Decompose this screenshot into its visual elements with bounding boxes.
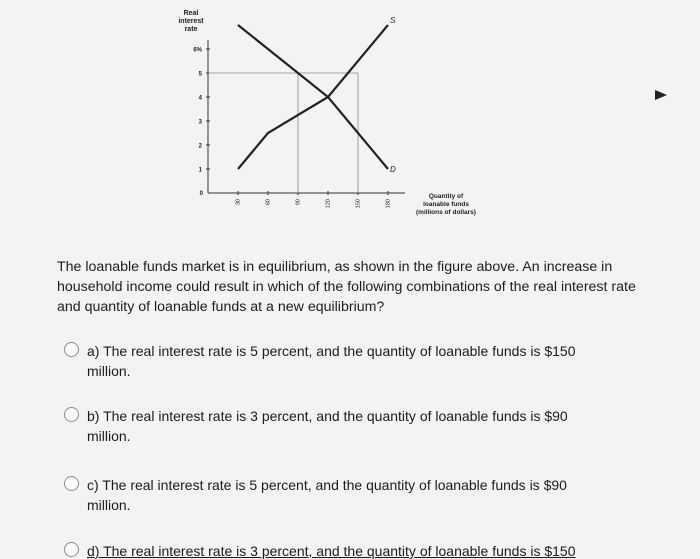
option-d[interactable] — [64, 541, 624, 559]
option-d-radio[interactable] — [64, 542, 79, 557]
y-tick-label: 1 — [198, 167, 202, 174]
loanable-funds-graph — [150, 0, 480, 225]
option-d-label: d) The real interest rate is 3 percent, and the quantity of loanable funds is $150 — [87, 543, 576, 559]
option-c-radio[interactable] — [64, 476, 79, 491]
guide-lines — [208, 73, 358, 193]
y-axis-label-line-1: Real — [183, 10, 199, 17]
y-tick-label: 4 — [198, 95, 202, 102]
y-axis-label-line-3: rate — [184, 26, 198, 33]
option-a-radio[interactable] — [64, 342, 79, 357]
curves — [238, 25, 388, 169]
x-tick-label: 30 — [235, 199, 242, 206]
x-ticks — [235, 191, 391, 208]
y-axis-label-line-2: interest — [178, 18, 204, 25]
y-tick-label: 2 — [198, 143, 202, 150]
supply-curve — [238, 25, 388, 169]
supply-curve-label: S — [390, 16, 396, 25]
x-tick-label: 60 — [265, 199, 272, 206]
demand-curve — [238, 25, 388, 169]
y-tick-label: 5 — [198, 71, 202, 78]
x-axis-label — [416, 193, 476, 216]
option-c[interactable] — [64, 475, 624, 515]
x-axis-label-line-2: loanable funds — [423, 201, 469, 208]
demand-curve-label: D — [390, 165, 396, 174]
option-a[interactable] — [64, 341, 624, 381]
option-b[interactable] — [64, 406, 624, 446]
x-tick-label: 180 — [385, 199, 392, 209]
x-axis-label-line-3: (millions of dollars) — [416, 209, 476, 216]
y-tick-label: 3 — [198, 119, 202, 126]
x-tick-label: 90 — [295, 199, 302, 206]
option-c-label: c) The real interest rate is 5 percent, and the quantity of loanable funds is $90 million. — [87, 477, 567, 513]
mouse-pointer-icon — [655, 90, 667, 100]
question-text: The loanable funds market is in equilibrium, as shown in the figure above. An increase in household income could result in which of the following combinations of the real interest rate and quantity of loanable funds at a new equilibrium? — [57, 259, 636, 315]
y-ticks — [193, 48, 210, 198]
option-a-label: a) The real interest rate is 5 percent, and the quantity of loanable funds is $150 million. — [87, 343, 576, 379]
x-tick-label: 150 — [355, 199, 362, 209]
x-axis-label-line-1: Quantity of — [428, 193, 464, 200]
y-tick-label: 6% — [193, 47, 202, 54]
y-axis-label — [178, 10, 204, 33]
option-b-label: b) The real interest rate is 3 percent, and the quantity of loanable funds is $90 million. — [87, 408, 568, 444]
y-tick-label: 0 — [199, 191, 203, 197]
option-b-radio[interactable] — [64, 407, 79, 422]
x-tick-label: 120 — [325, 199, 332, 209]
